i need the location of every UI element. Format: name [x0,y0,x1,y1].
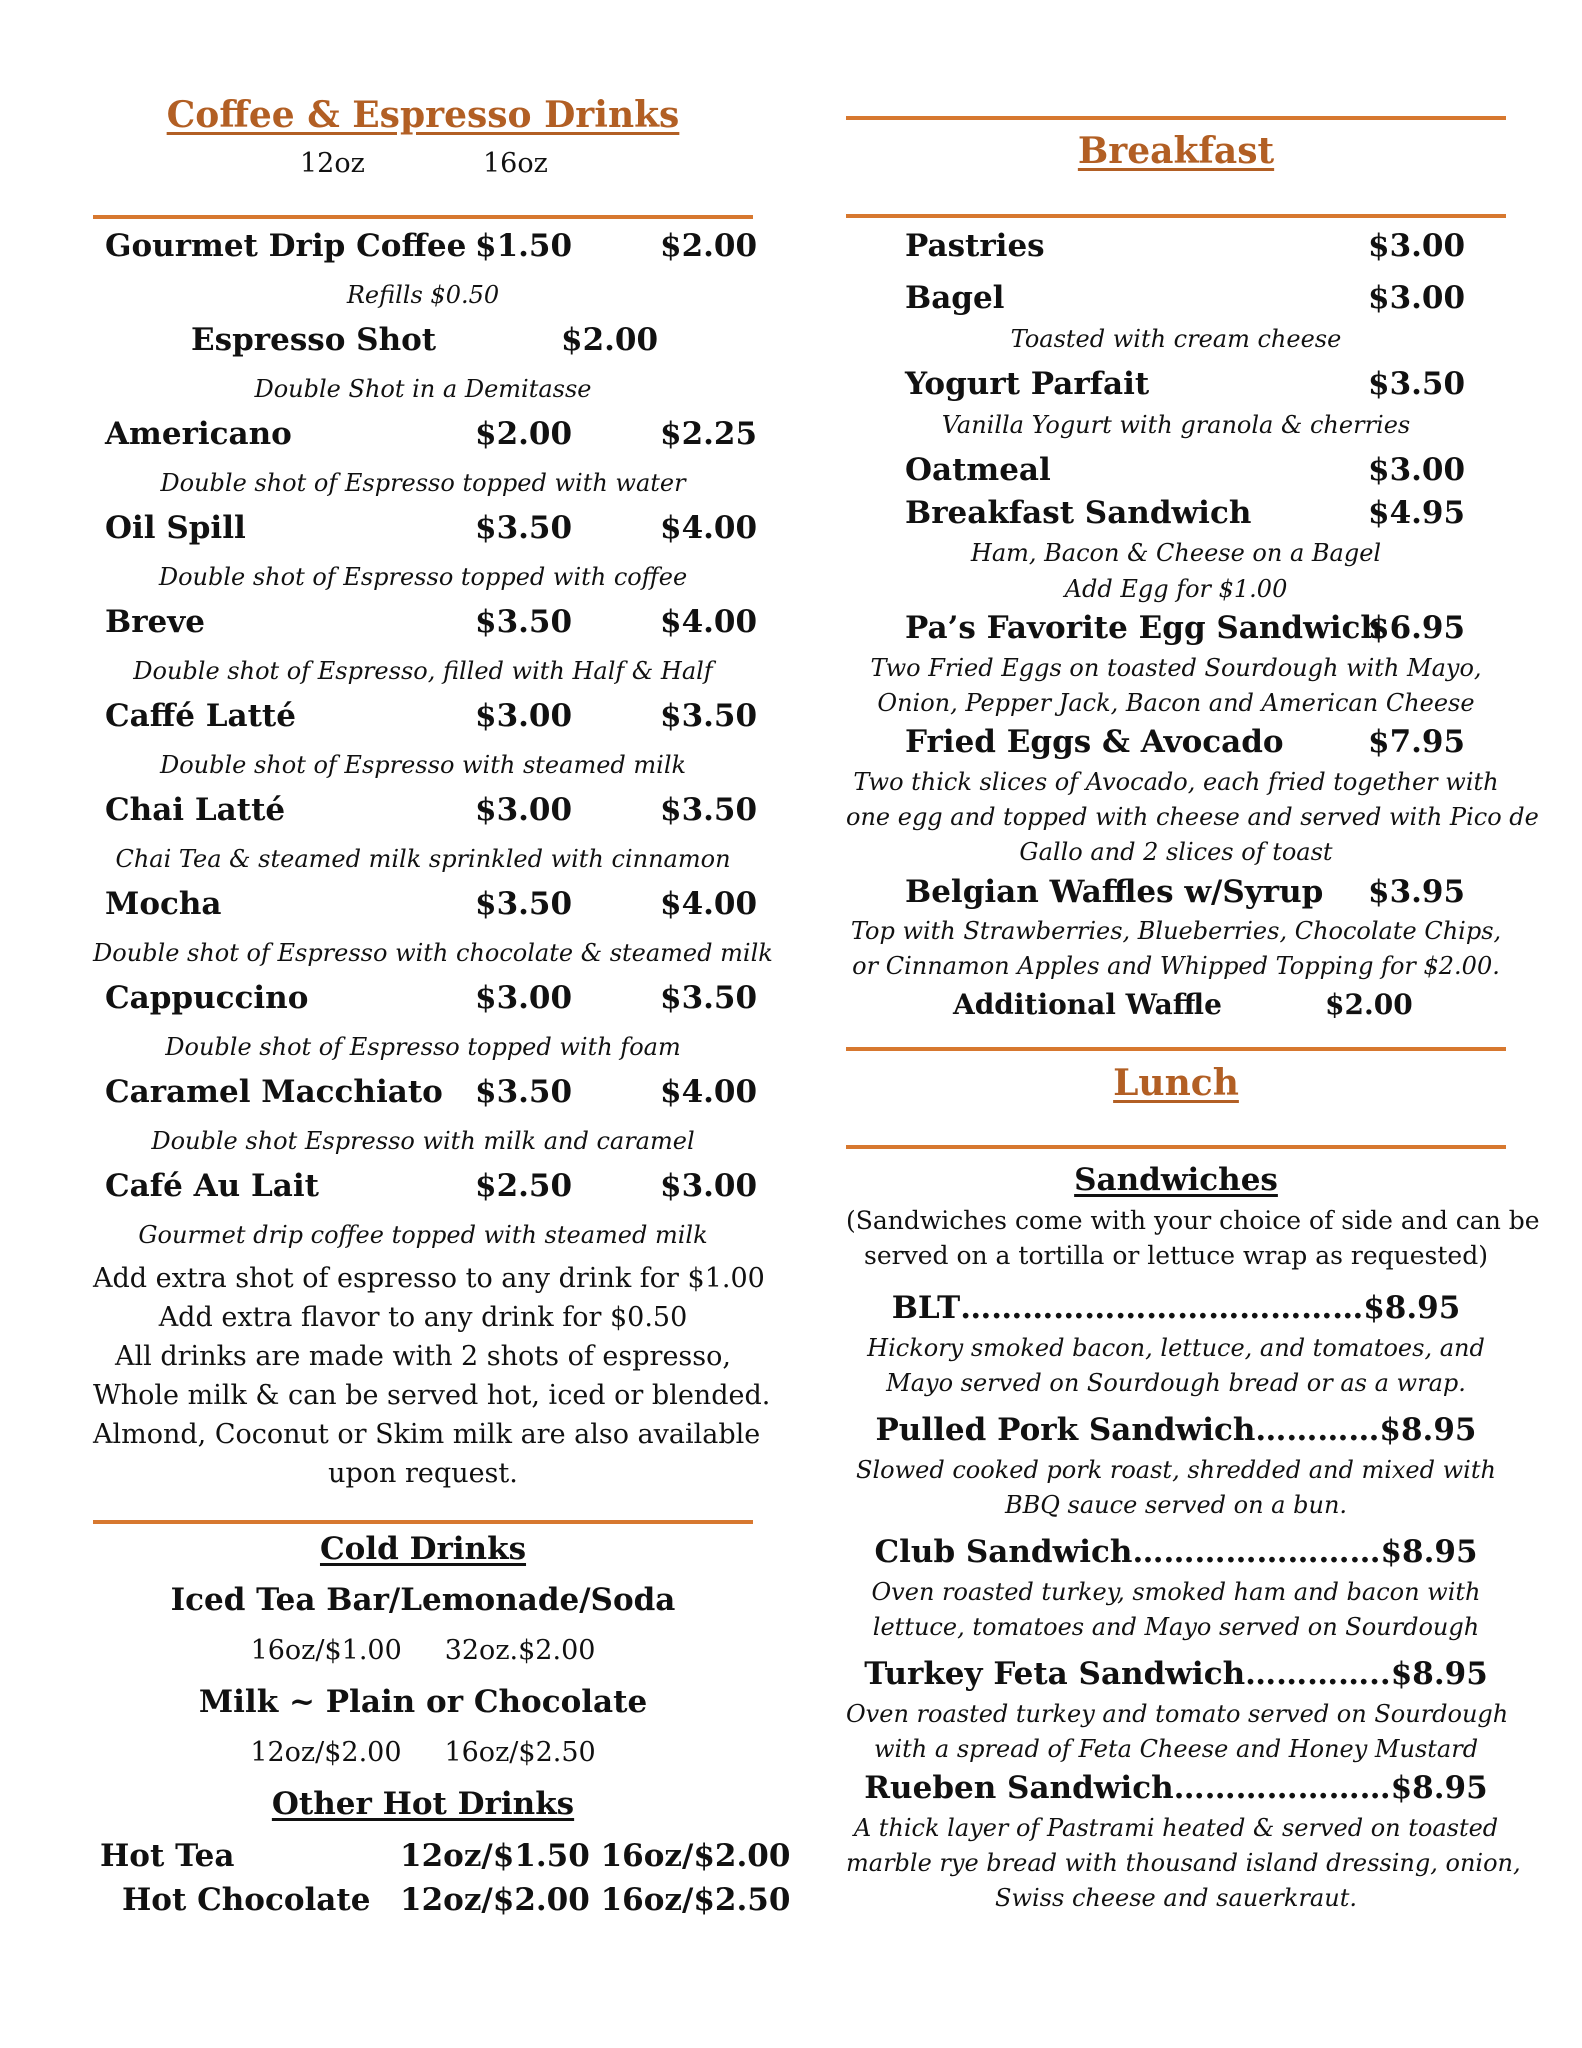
sandwiches-title: Sandwiches [1074,1162,1278,1198]
size-16oz-label: 16oz [483,148,548,179]
coffee-note: upon request. [328,1458,518,1489]
breakfast-divider [846,214,1506,218]
breakfast-item-desc: Add Egg for $1.00 [1064,575,1288,603]
sandwich-desc: A thick layer of Pastrami heated & served on toasted [853,1814,1499,1842]
coffee-item-name: Chai Latté [105,792,286,828]
coffee-item-name: Café Au Lait [105,1168,319,1204]
coffee-price-12oz: $2.00 [475,416,573,452]
coffee-price-12oz: $3.50 [475,510,573,546]
coffee-item-name: Caramel Macchiato [105,1074,443,1110]
coffee-item-name: Espresso Shot [191,322,437,358]
breakfast-item-desc: Onion, Pepper Jack, Bacon and American Cheese [877,689,1475,717]
cold-drinks-divider [93,1520,753,1524]
breakfast-item-price: $3.00 [1368,280,1466,316]
coffee-price-12oz: $3.00 [475,698,573,734]
breakfast-item-desc: Toasted with cream cheese [1010,325,1342,353]
sandwich-desc: BBQ sauce served on a bun. [1004,1491,1348,1519]
breakfast-item-desc: Two thick slices of Avocado, each fried together with [853,768,1499,796]
sandwich-item: Club Sandwich……………………$8.95 [874,1534,1478,1570]
coffee-item-desc: Double shot Espresso with milk and caramel [151,1127,695,1155]
breakfast-item-price: $6.95 [1368,610,1466,646]
breakfast-item-price: $4.95 [1368,495,1466,531]
breakfast-item-price: $3.00 [1368,228,1466,264]
breakfast-item-name: Bagel [905,280,1005,316]
coffee-item-desc: Double shot of Espresso topped with foam [165,1033,681,1061]
sandwiches-note: (Sandwiches come with your choice of side and can be [846,1206,1540,1235]
breakfast-item-desc: Gallo and 2 slices of toast [1019,838,1333,866]
lunch-title: Lunch [1113,1062,1239,1104]
sandwich-item: BLT…………………………………$8.95 [891,1290,1461,1326]
additional-waffle-name: Additional Waffle [953,988,1222,1021]
breakfast-item-name: Fried Eggs & Avocado [905,724,1284,760]
breakfast-item-name: Belgian Waffles w/Syrup [905,874,1324,910]
sandwich-desc: marble rye bread with thousand island dressing, onion, [846,1849,1521,1877]
sandwich-desc: Mayo served on Sourdough bread or as a wrap. [886,1369,1466,1397]
coffee-price-16oz: $4.00 [660,510,758,546]
coffee-price-16oz: $2.00 [660,228,758,264]
coffee-price-12oz: $3.50 [475,1074,573,1110]
milk-item: Milk ~ Plain or Chocolate [198,1684,648,1720]
coffee-price-12oz: $3.00 [475,792,573,828]
coffee-item-desc: Chai Tea & steamed milk sprinkled with cinnamon [115,845,731,873]
coffee-price-12oz: $2.50 [475,1168,573,1204]
additional-waffle-price: $2.00 [1325,988,1413,1021]
coffee-note: Add extra flavor to any drink for $0.50 [158,1302,688,1333]
sandwich-desc: Oven roasted turkey, smoked ham and bacon with [871,1578,1481,1606]
coffee-item-desc: Gourmet drip coffee topped with steamed milk [138,1221,708,1249]
coffee-item-name: Americano [105,416,292,452]
breakfast-item-desc: one egg and topped with cheese and served with Pico de [846,803,1539,831]
lunch-top-divider [846,1047,1506,1051]
coffee-price-16oz: $3.50 [660,698,758,734]
coffee-item-desc: Refills $0.50 [346,281,500,309]
hot-drink-name: Hot Chocolate [122,1882,371,1918]
breakfast-item-desc: or Cinnamon Apples and Whipped Topping for $2.00. [852,952,1500,980]
coffee-item-desc: Double Shot in a Demitasse [254,375,592,403]
coffee-price-12oz: $3.50 [475,604,573,640]
sandwich-item: Turkey Feta Sandwich…………..$8.95 [864,1656,1488,1692]
breakfast-item-name: Pastries [905,228,1045,264]
sandwich-desc: Oven roasted turkey and tomato served on Sourdough [846,1700,1509,1728]
coffee-item-name: Oil Spill [105,510,246,546]
coffee-title: Coffee & Espresso Drinks [166,94,680,136]
coffee-note: Add extra shot of espresso to any drink for $1.00 [93,1263,765,1294]
coffee-note: All drinks are made with 2 shots of espresso, [115,1341,731,1372]
breakfast-item-price: $3.00 [1368,452,1466,488]
breakfast-item-name: Breakfast Sandwich [905,495,1252,531]
sandwich-desc: Swiss cheese and sauerkraut. [995,1884,1357,1912]
coffee-item-name: Cappuccino [105,980,309,1016]
sandwich-desc: lettuce, tomatoes and Mayo served on Sourdough [872,1613,1480,1641]
breakfast-item-desc: Vanilla Yogurt with granola & cherries [941,411,1411,439]
coffee-price-12oz: $3.00 [475,980,573,1016]
breakfast-item-desc: Top with Strawberries, Blueberries, Chocolate Chips, [850,917,1502,945]
coffee-price-16oz: $4.00 [660,886,758,922]
iced-tea-item: Iced Tea Bar/Lemonade/Soda [170,1582,676,1618]
sandwiches-note: served on a tortilla or lettuce wrap as requested) [864,1241,1488,1270]
other-hot-drinks-title: Other Hot Drinks [271,1786,575,1822]
breakfast-item-price: $3.95 [1368,874,1466,910]
coffee-item-name: Caffé Latté [105,698,296,734]
breakfast-item-price: $7.95 [1368,724,1466,760]
hot-drink-name: Hot Tea [100,1838,235,1874]
sandwich-item: Rueben Sandwich…………………$8.95 [864,1770,1488,1806]
coffee-price-12oz: $3.50 [475,886,573,922]
breakfast-item-name: Oatmeal [905,452,1051,488]
coffee-divider [93,215,753,219]
coffee-note: Whole milk & can be served hot, iced or blended. [93,1380,771,1411]
cold-drinks-title: Cold Drinks [319,1531,527,1567]
breakfast-item-desc: Ham, Bacon & Cheese on a Bagel [970,539,1382,567]
coffee-item-desc: Double shot of Espresso topped with coffee [158,563,688,591]
coffee-price-16oz: $3.50 [660,980,758,1016]
coffee-item-desc: Double shot of Espresso topped with water [160,469,686,497]
sandwich-item: Pulled Pork Sandwich…………$8.95 [875,1412,1477,1448]
coffee-item-desc: Double shot of Espresso, filled with Half & Half [133,657,713,685]
breakfast-item-name: Yogurt Parfait [905,366,1150,402]
coffee-price-12oz: $1.50 [475,228,573,264]
coffee-item-name: Breve [105,604,205,640]
breakfast-item-desc: Two Fried Eggs on toasted Sourdough with Mayo, [870,654,1482,682]
iced-tea-prices: 16oz/$1.00 32oz.$2.00 [250,1635,596,1666]
coffee-note: Almond, Coconut or Skim milk are also available [93,1419,761,1450]
breakfast-item-name: Pa’s Favorite Egg Sandwich [905,610,1383,646]
sandwich-desc: with a spread of Feta Cheese and Honey Mustard [873,1735,1479,1763]
size-12oz-label: 12oz [300,148,365,179]
coffee-item-name: Gourmet Drip Coffee [105,228,467,264]
breakfast-top-divider [846,116,1506,120]
coffee-price-16oz: $3.00 [660,1168,758,1204]
sandwich-desc: Slowed cooked pork roast, shredded and mixed with [856,1456,1496,1484]
milk-prices: 12oz/$2.00 16oz/$2.50 [250,1737,596,1768]
coffee-price-16oz: $4.00 [660,604,758,640]
sandwich-desc: Hickory smoked bacon, lettuce, and tomatoes, and [867,1334,1485,1362]
coffee-price-12oz: $2.00 [561,322,659,358]
breakfast-item-price: $3.50 [1368,366,1466,402]
hot-drink-prices: 12oz/$2.00 16oz/$2.50 [400,1882,791,1918]
coffee-item-name: Mocha [105,886,222,922]
breakfast-title: Breakfast [1077,130,1275,172]
coffee-item-desc: Double shot of Espresso with steamed milk [159,751,687,779]
coffee-item-desc: Double shot of Espresso with chocolate & steamed milk [93,939,773,967]
hot-drink-prices: 12oz/$1.50 16oz/$2.00 [400,1838,791,1874]
lunch-divider [846,1145,1506,1149]
coffee-price-16oz: $4.00 [660,1074,758,1110]
coffee-price-16oz: $2.25 [660,416,758,452]
coffee-price-16oz: $3.50 [660,792,758,828]
